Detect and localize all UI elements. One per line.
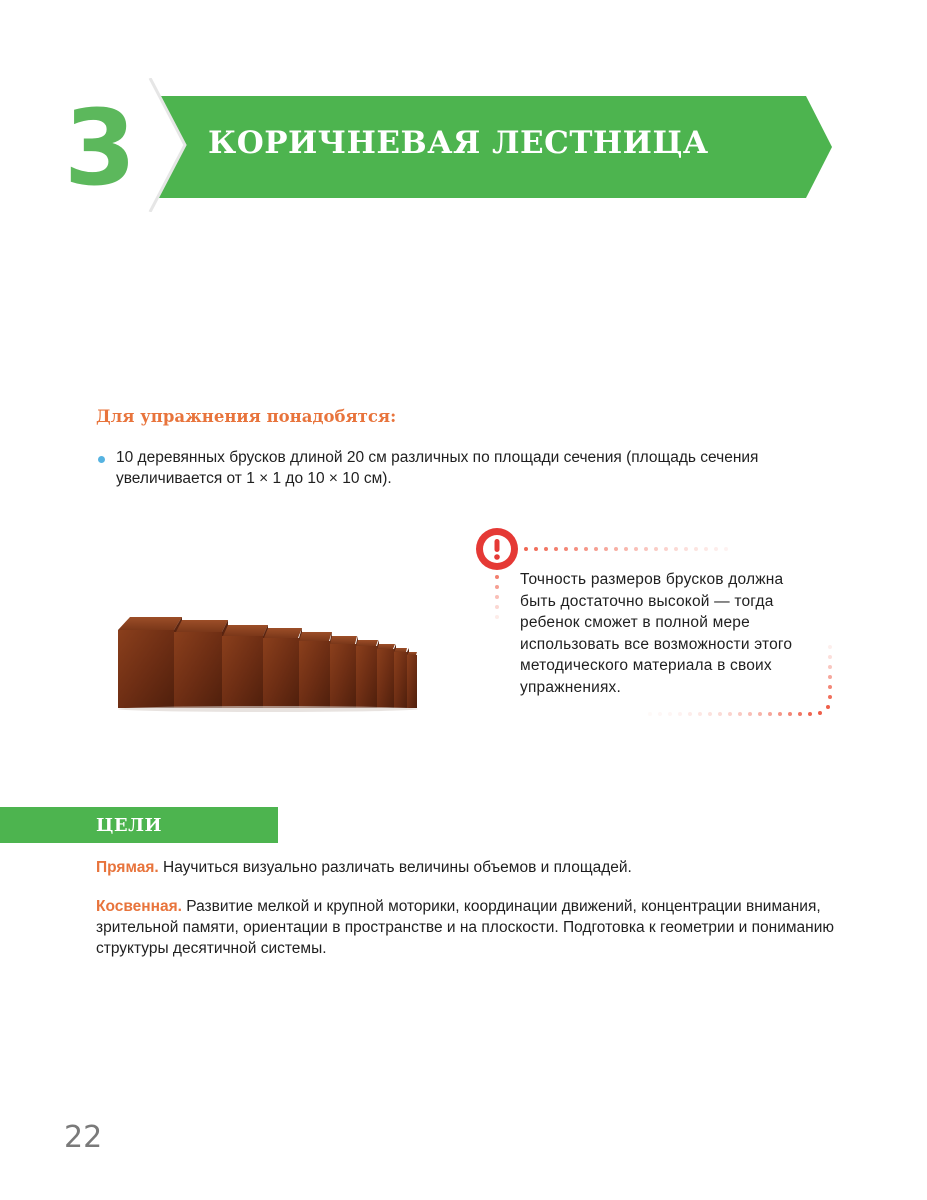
block-10 <box>118 617 182 708</box>
goal-indirect <box>96 896 841 959</box>
block-9 <box>174 620 228 708</box>
block-6 <box>299 632 332 708</box>
chapter-title: КОРИЧНЕВАЯ ЛЕСТНИЦА <box>208 125 709 161</box>
block-7 <box>263 628 302 708</box>
block-5 <box>330 636 358 708</box>
brown-stair-image <box>112 608 424 712</box>
block-2 <box>394 648 409 708</box>
chapter-number: 3 <box>63 87 137 209</box>
goal-direct <box>96 857 836 878</box>
block-4 <box>356 640 379 708</box>
goal-indirect-text: Развитие мелкой и крупной моторики, координации движений, концентрации внимания, зрительной памяти, ориентации в пространстве и на плоскости. Подготовка к геометрии и пониманию структуры десятичной системы. <box>96 898 834 957</box>
bullet-dot <box>98 456 105 463</box>
goals-heading: ЦЕЛИ <box>96 815 163 836</box>
goal-direct-label: Прямая. <box>96 859 159 876</box>
materials-item: 10 деревянных брусков длиной 20 см различных по площади сечения (площадь сечения увеличивается от 1 × 1 до 10 × 10 см). <box>116 449 759 487</box>
exclamation-icon <box>475 527 519 571</box>
note-text: Точность размеров брусков должна быть достаточно высокой — тогда ребенок сможет в полной мере использовать все возможности этого методического материала в своих упражнениях. <box>520 571 793 696</box>
materials-heading: Для упражнения понадобятся: <box>96 407 397 426</box>
block-3 <box>377 644 396 708</box>
page-number: 22 <box>64 1120 103 1155</box>
block-8 <box>222 625 268 708</box>
block-1 <box>407 652 417 708</box>
goal-direct-text: Научиться визуально различать величины объемов и площадей. <box>158 859 632 876</box>
goal-indirect-label: Косвенная. <box>96 898 182 915</box>
